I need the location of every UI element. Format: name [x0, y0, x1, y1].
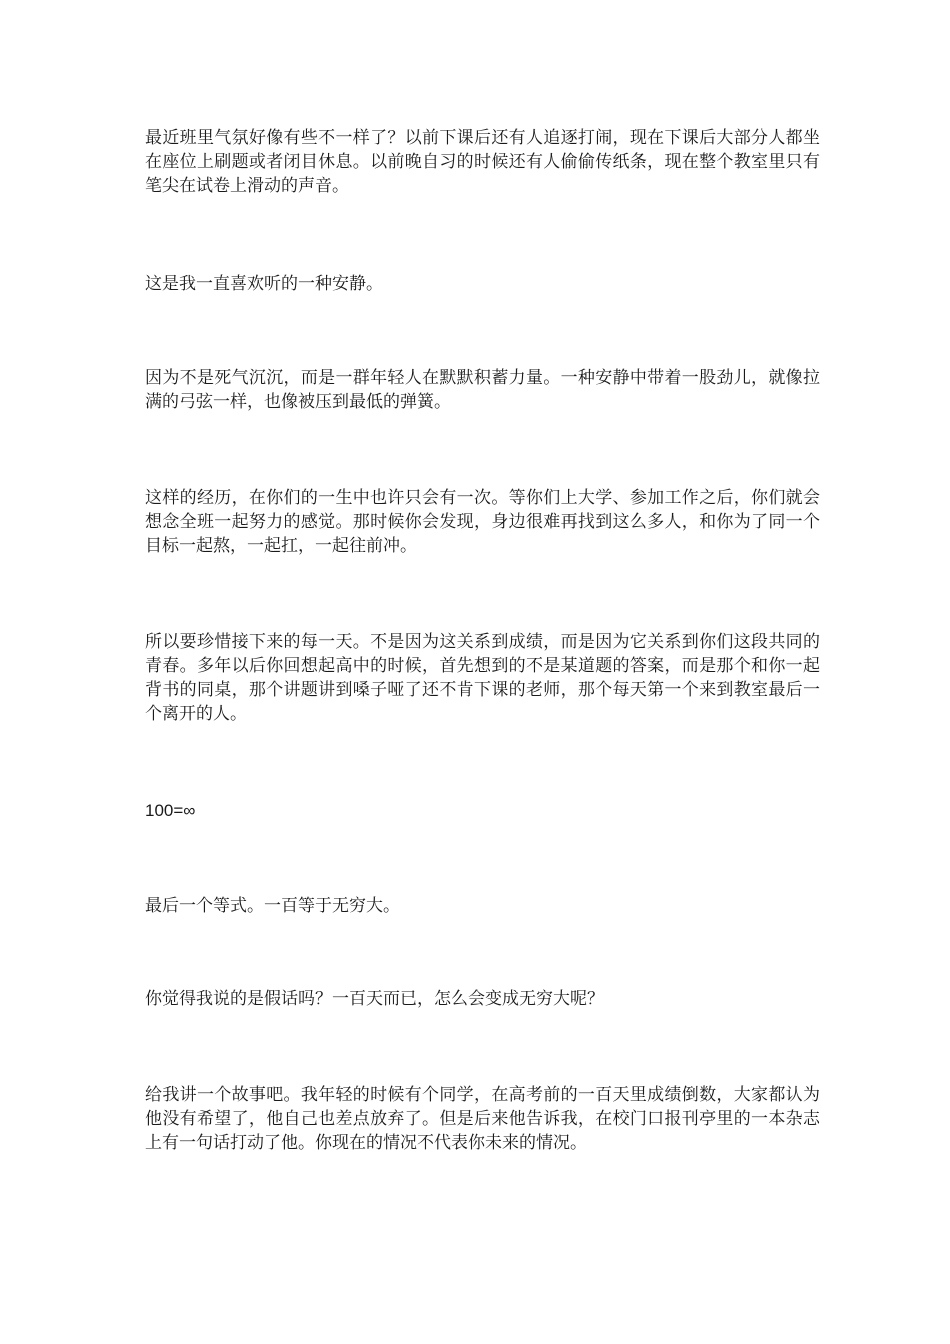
paragraph-story: 给我讲一个故事吧。我年轻的时候有个同学，在高考前的一百天里成绩倒数，大家都认为他没有希望了，他自己也差点放弃了。但是后来他告诉我，在校门口报刊亭里的一本杂志上有一句话打动了他。你现在的情况不代表你未来的情况。 [145, 1085, 820, 1153]
paragraph-question: 你觉得我说的是假话吗？一百天而已，怎么会变成无穷大呢？ [145, 989, 604, 1009]
paragraph-accumulating-strength: 因为不是死气沉沉，而是一群年轻人在默默积蓄力量。一种安静中带着一股劲儿，就像拉满的弓弦一样，也像被压到最低的弹簧。 [145, 368, 820, 412]
paragraph-once-in-a-lifetime: 这样的经历，在你们的一生中也许只会有一次。等你们上大学、参加工作之后，你们就会想念全班一起努力的感觉。那时候你会发现，身边很难再找到这么多人，和你为了同一个目标一起熬，一起扛，一起往前冲。 [145, 488, 820, 556]
paragraph-quiet-preference: 这是我一直喜欢听的一种安静。 [145, 274, 383, 294]
paragraph-cherish-every-day: 所以要珍惜接下来的每一天。不是因为这关系到成绩，而是因为它关系到你们这段共同的青春。多年以后你回想起高中的时候，首先想到的不是某道题的答案，而是那个和你一起背书的同桌，那个讲题讲到嗓子哑了还不肯下课的老师，那个每天第一个来到教室最后一个离开的人。 [145, 632, 820, 724]
paragraph-classroom-atmosphere: 最近班里气氛好像有些不一样了？以前下课后还有人追逐打闹，现在下课后大部分人都坐在座位上刷题或者闭目休息。以前晚自习的时候还有人偷偷传纸条，现在整个教室里只有笔尖在试卷上滑动的声音。 [145, 128, 820, 196]
equation-heading: 100=∞ [145, 801, 196, 820]
paragraph-last-equation: 最后一个等式。一百等于无穷大。 [145, 896, 400, 916]
